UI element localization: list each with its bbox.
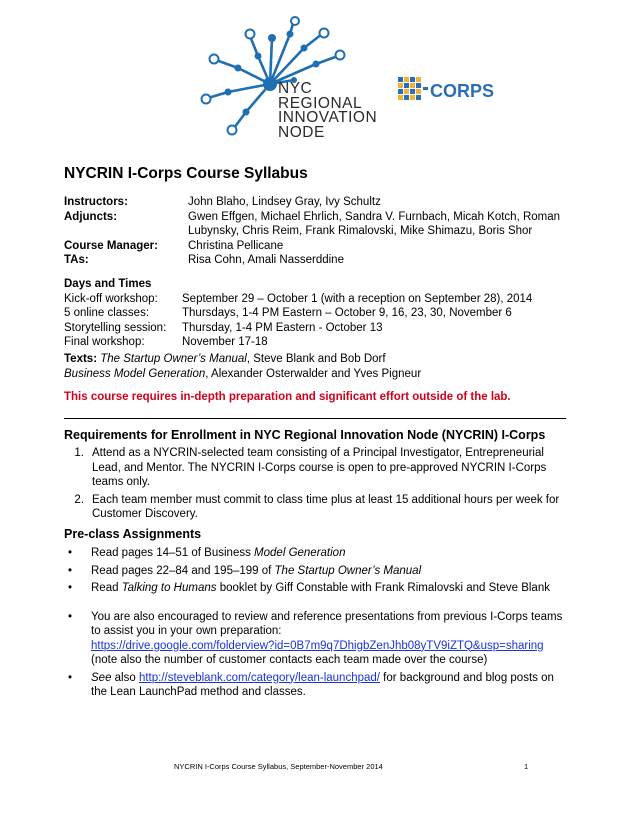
list-number: 1. bbox=[74, 447, 84, 459]
bullet-icon: • bbox=[68, 547, 73, 559]
schedule-row bbox=[64, 321, 532, 336]
staff-list bbox=[64, 195, 568, 268]
schedule-label: Kick-off workshop: bbox=[64, 292, 158, 305]
list-text bbox=[91, 610, 564, 668]
instructors-value: John Blaho, Lindsey Gray, Ivy Schultz bbox=[188, 196, 381, 208]
texts-line-2 bbox=[64, 367, 421, 382]
bullet-icon: • bbox=[68, 564, 73, 577]
schedule-label: Final workshop: bbox=[64, 336, 145, 348]
instructors-label: Instructors: bbox=[64, 196, 128, 208]
list-item bbox=[64, 564, 564, 579]
list-text bbox=[91, 564, 421, 579]
text-run: Read bbox=[91, 582, 122, 594]
list-text bbox=[91, 546, 345, 561]
list-item bbox=[64, 493, 564, 522]
text-run: also bbox=[111, 671, 139, 684]
manager-row bbox=[64, 239, 568, 254]
icorps-wordmark: CORPS bbox=[430, 81, 495, 101]
schedule-row bbox=[64, 292, 532, 307]
list-text: Each team member must commit to class time plus at least 15 additional hours per week for Customer Discovery. bbox=[92, 493, 560, 520]
list-item bbox=[64, 546, 564, 561]
texts-line-1 bbox=[64, 352, 421, 367]
nyc-logo-wordmark bbox=[278, 82, 377, 140]
tas-row bbox=[64, 253, 568, 268]
list-text: Attend as a NYCRIN-selected team consisting of a Principal Investigator, Entrepreneurial Lead, and Mentor. The NYCRIN I-Corps course is open to pre-approved NYCRIN I-Corps teams only. bbox=[92, 447, 547, 488]
list-item bbox=[64, 610, 564, 668]
requirements-list bbox=[64, 446, 564, 525]
days-and-times bbox=[64, 277, 532, 350]
schedule-value: November 17-18 bbox=[182, 336, 268, 348]
bullet-icon: • bbox=[68, 582, 73, 594]
text-run: See bbox=[91, 671, 112, 684]
logo-line-node: NODE bbox=[278, 123, 325, 141]
schedule-value: Thursdays, 1-4 PM Eastern – October 9, 16, 23, 30, November 6 bbox=[182, 307, 512, 319]
logo-line-nyc: NYC bbox=[278, 80, 313, 97]
list-text bbox=[91, 671, 564, 700]
bullet-icon: • bbox=[68, 610, 73, 623]
logo-line-regional: REGIONAL bbox=[278, 94, 363, 112]
page-number: 1 bbox=[524, 762, 529, 771]
requirements-heading: Requirements for Enrollment in NYC Regional Innovation Node (NYCRIN) I-Corps bbox=[64, 428, 546, 442]
list-number: 2. bbox=[74, 493, 84, 506]
effort-warning: This course requires in-depth preparation and significant effort outside of the lab. bbox=[64, 391, 511, 403]
adjuncts-label: Adjuncts: bbox=[64, 210, 118, 223]
schedule-row bbox=[64, 335, 532, 350]
list-item bbox=[64, 581, 564, 596]
preclass-heading: Pre-class Assignments bbox=[64, 527, 202, 541]
section-divider bbox=[64, 418, 566, 419]
schedule-row bbox=[64, 306, 532, 321]
list-item bbox=[64, 446, 564, 490]
book-title: The Startup Owner’s Manual bbox=[100, 353, 247, 365]
adjuncts-row bbox=[64, 210, 568, 239]
book-title: Business Model Generation bbox=[64, 367, 206, 380]
text-run: You are also encouraged to review and reference presentations from previous I-Corps teams to assist you in your own preparation: bbox=[91, 610, 563, 637]
days-heading: Days and Times bbox=[64, 278, 152, 290]
adjuncts-value: Gwen Effgen, Michael Ehrlich, Sandra V. Furnbach, Micah Kotch, Roman Lubynsky, Chris Reim, Frank Rimalovski, Mike Shimazu, Boris Shor bbox=[188, 210, 561, 237]
text-run: for background and blog posts on the Lean LaunchPad method and classes. bbox=[91, 671, 554, 698]
tas-value: Risa Cohn, Amali Nasserddine bbox=[188, 254, 344, 266]
schedule-label: 5 online classes: bbox=[64, 307, 150, 319]
list-text bbox=[91, 581, 550, 596]
book-authors: , Steve Blank and Bob Dorf bbox=[246, 353, 386, 365]
manager-label: Course Manager: bbox=[64, 239, 158, 252]
lean-launchpad-link[interactable]: http://steveblank.com/category/lean-launchpad/ bbox=[138, 671, 380, 684]
icorps-logo bbox=[398, 75, 518, 105]
book-title: Model Generation bbox=[254, 547, 346, 559]
text-run: Read pages 22–84 and 195–199 of bbox=[91, 564, 275, 577]
preclass-list bbox=[64, 546, 564, 710]
footer-text: NYCRIN I-Corps Course Syllabus, September-November 2014 bbox=[174, 762, 383, 771]
book-title: Talking to Humans bbox=[121, 582, 217, 594]
book-authors: , Alexander Osterwalder and Yves Pigneur bbox=[205, 367, 422, 380]
manager-value: Christina Pellicane bbox=[188, 239, 284, 252]
bullet-icon: • bbox=[68, 671, 73, 684]
tas-label: TAs: bbox=[64, 254, 89, 266]
schedule-label: Storytelling session: bbox=[64, 321, 167, 334]
schedule-value: September 29 – October 1 (with a reception on September 28), 2014 bbox=[182, 292, 533, 305]
presentations-link[interactable]: https://drive.google.com/folderview?id=0B7m9q7DhigbZenJhb08yTV9iZTQ&usp=sharing bbox=[91, 639, 544, 652]
schedule-value: Thursday, 1-4 PM Eastern - October 13 bbox=[182, 321, 383, 334]
list-item bbox=[64, 671, 564, 700]
text-run: booklet by Giff Constable with Frank Rimalovski and Steve Blank bbox=[216, 582, 550, 594]
book-title: The Startup Owner’s Manual bbox=[274, 564, 422, 577]
page-title: NYCRIN I-Corps Course Syllabus bbox=[64, 165, 308, 182]
course-texts bbox=[64, 352, 421, 381]
logo-line-innovation: INNOVATION bbox=[278, 109, 378, 126]
text-run: (note also the number of customer contacts each team made over the course) bbox=[91, 654, 488, 666]
texts-label: Texts: bbox=[64, 353, 98, 365]
text-run: Read pages 14–51 of Business bbox=[91, 547, 255, 559]
instructors-row bbox=[64, 195, 568, 210]
